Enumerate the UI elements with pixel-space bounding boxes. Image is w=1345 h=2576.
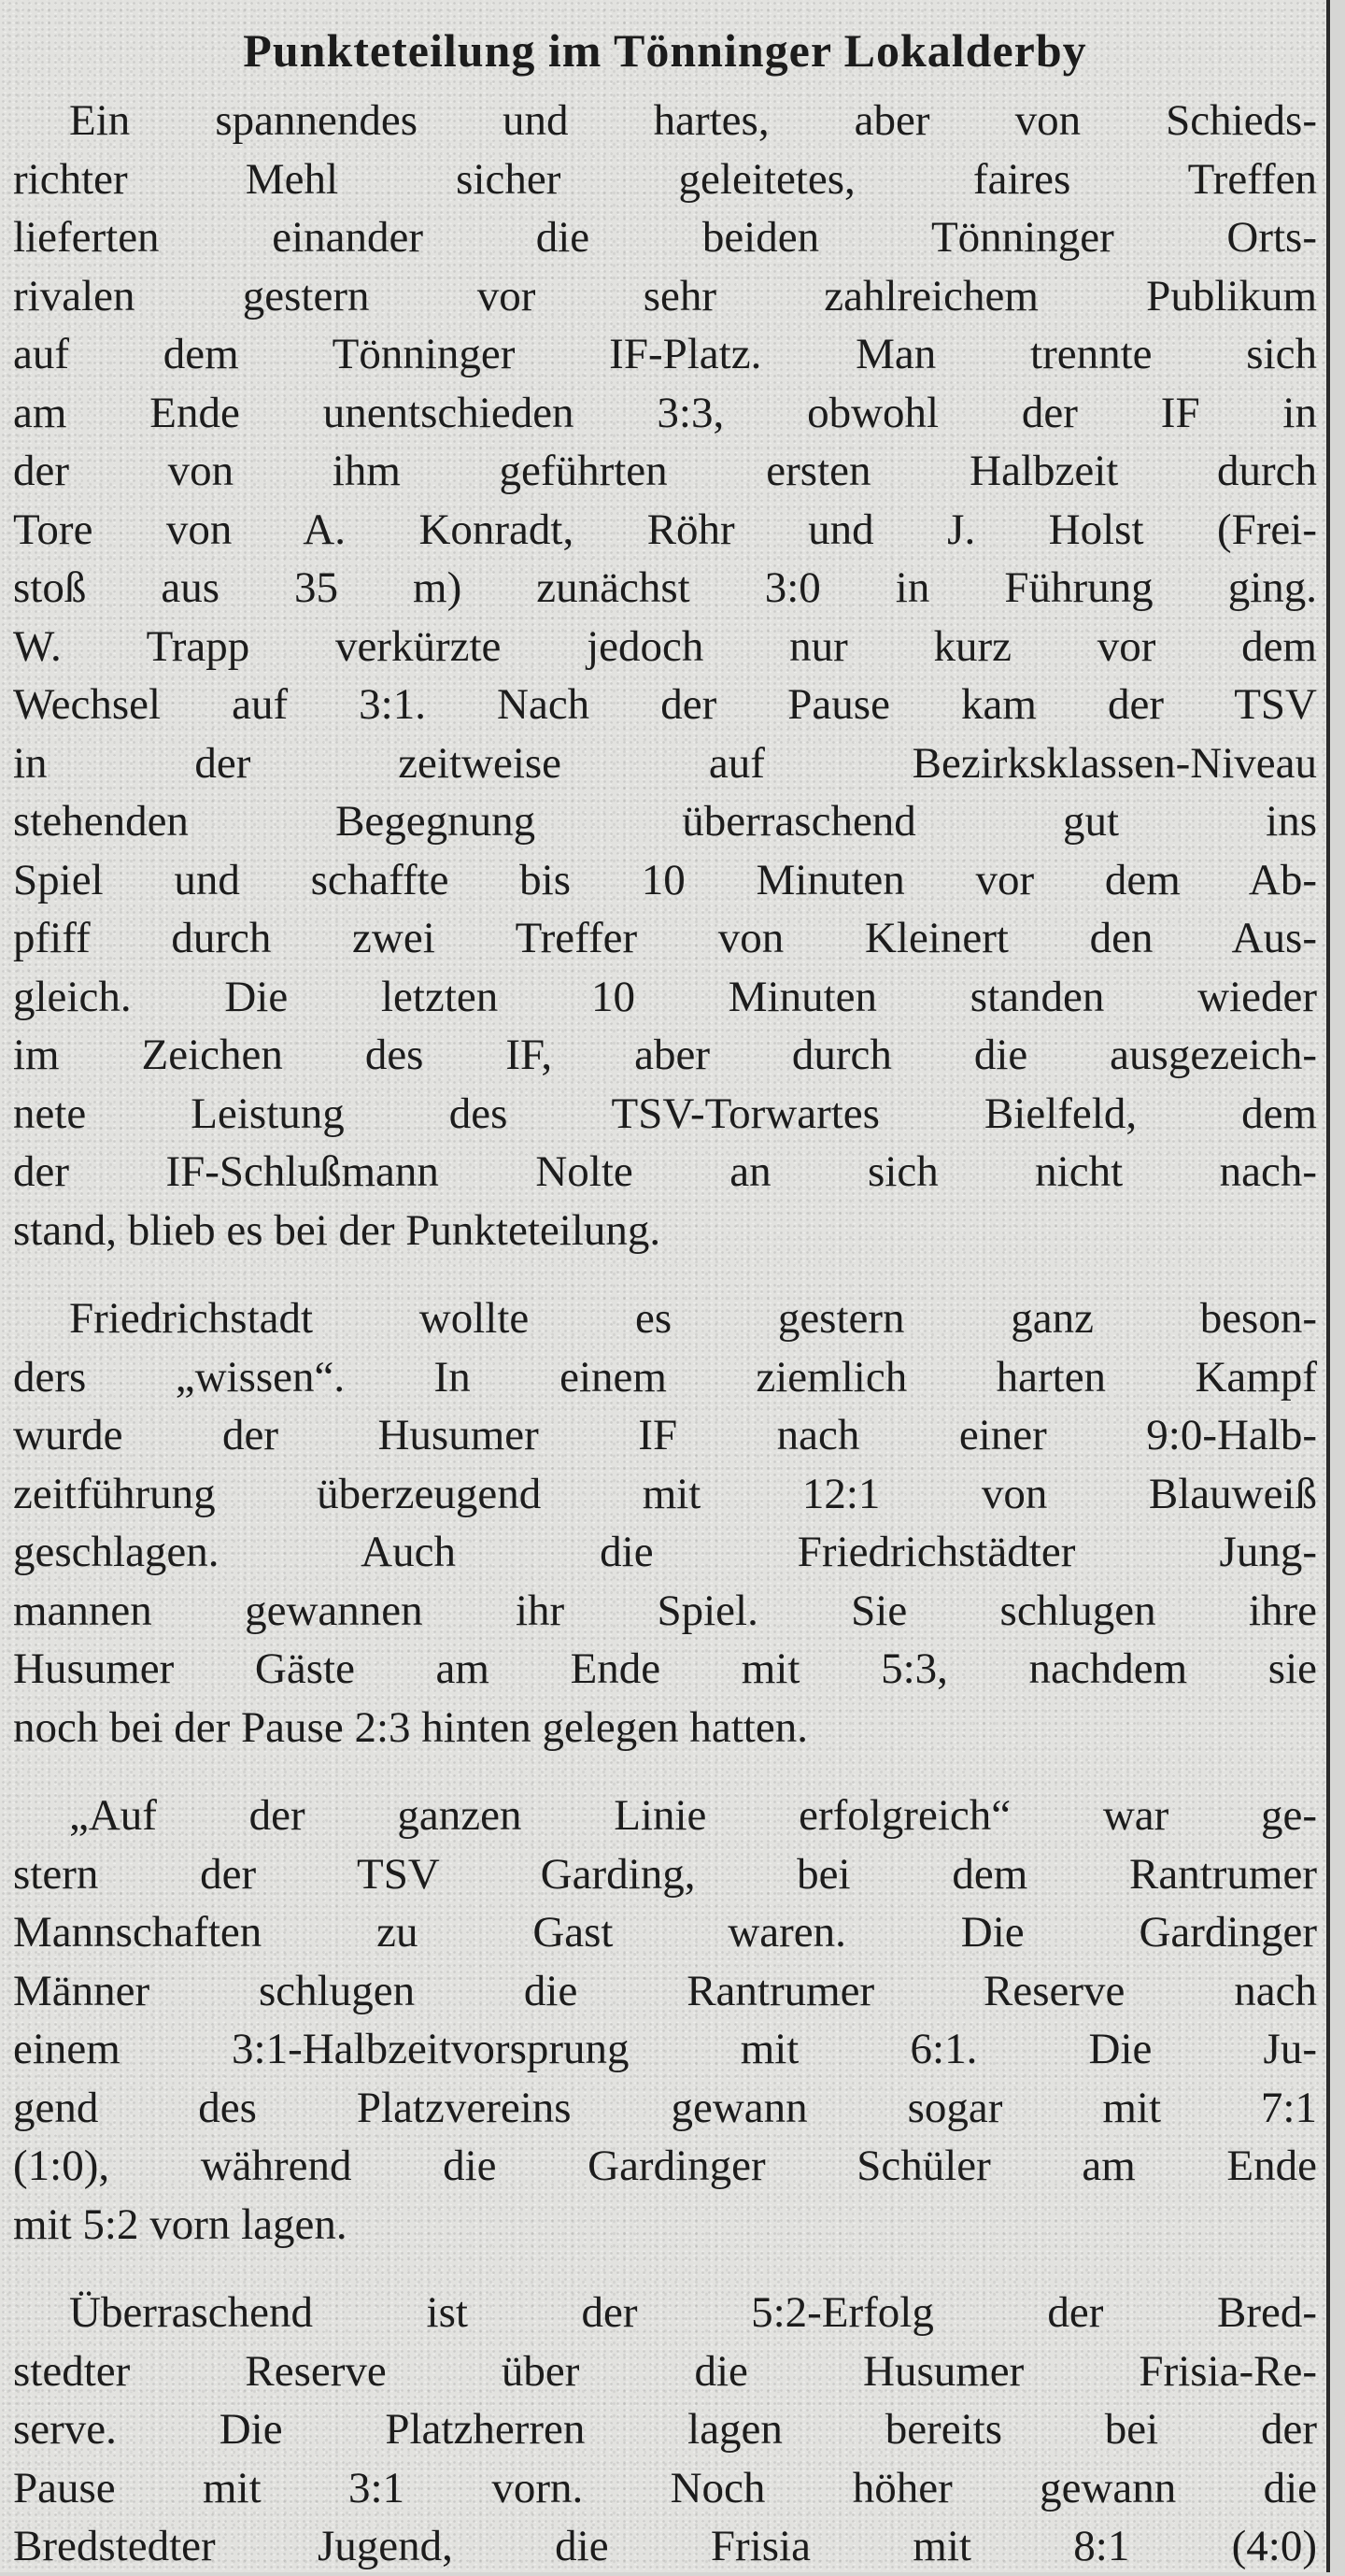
text-line: pfiff durch zwei Treffer von Kleinert den Aus- xyxy=(13,914,1317,962)
text-line: der von ihm geführten ersten Halbzeit durch xyxy=(13,447,1317,495)
text-line: zeitführung überzeugend mit 12:1 von Blauweiß xyxy=(13,1469,1317,1518)
text-line: im Zeichen des IF, aber durch die ausgezeich- xyxy=(13,1031,1317,1079)
text-line: Ein spannendes und hartes, aber von Schieds- xyxy=(69,96,1317,145)
text-line: Überraschend ist der 5:2-Erfolg der Bred- xyxy=(69,2288,1317,2337)
text-line: am Ende unentschieden 3:3, obwohl der IF in xyxy=(13,388,1317,437)
text-line: ders „wissen“. In einem ziemlich harten Kampf xyxy=(13,1352,1317,1402)
text-line: auf dem Tönninger IF-Platz. Man trennte sich xyxy=(13,330,1317,378)
text-line: Friedrichstadt wollte es gestern ganz beson- xyxy=(69,1294,1317,1343)
text-line: Husumer Gäste am Ende mit 5:3, nachdem sie xyxy=(13,1644,1317,1693)
text-line: stedter Reserve über die Husumer Frisia-Re- xyxy=(13,2346,1317,2396)
text-line: der IF-Schlußmann Nolte an sich nicht nach- xyxy=(13,1147,1317,1196)
text-line: rivalen gestern vor sehr zahlreichem Publikum xyxy=(13,271,1317,320)
text-line: stoß aus 35 m) zunächst 3:0 in Führung ging. xyxy=(13,563,1317,612)
text-line: einem 3:1-Halbzeitvorsprung mit 6:1. Die Ju- xyxy=(13,2025,1317,2073)
text-line: nete Leistung des TSV-Torwartes Bielfeld, dem xyxy=(13,1089,1317,1138)
text-line: in der zeitweise auf Bezirksklassen-Niveau xyxy=(13,738,1317,788)
text-line: (1:0), während die Gardinger Schüler am Ende xyxy=(13,2142,1317,2190)
text-line: Tore von A. Konradt, Röhr und J. Holst (Frei- xyxy=(13,505,1317,554)
text-line: Männer schlugen die Rantrumer Reserve nach xyxy=(13,1966,1317,2015)
article-headline: Punkteteilung im Tönninger Lokalderby xyxy=(243,24,1087,77)
text-line: stand, blieb es bei der Punkteteilung. xyxy=(13,1205,661,1255)
text-line: Bredstedter Jugend, die Frisia mit 8:1 (4:0) xyxy=(13,2522,1317,2570)
text-line: „Auf der ganzen Linie erfolgreich“ war ge- xyxy=(69,1791,1317,1840)
text-line: Pause mit 3:1 vorn. Noch höher gewann die xyxy=(13,2463,1317,2512)
text-line: gleich. Die letzten 10 Minuten standen wieder xyxy=(13,972,1317,1021)
text-line: mit 5:2 vorn lagen. xyxy=(13,2199,347,2249)
text-line: gend des Platzvereins gewann sogar mit 7:1 xyxy=(13,2083,1317,2132)
article-paragraph-4 xyxy=(13,2284,1317,2576)
text-line: Mannschaften zu Gast waren. Die Gardinger xyxy=(13,1908,1317,1957)
article-paragraph-3 xyxy=(13,1786,1317,2254)
text-line: geschlagen. Auch die Friedrichstädter Jung- xyxy=(13,1528,1317,1576)
text-line: richter Mehl sicher geleitetes, faires Treffen xyxy=(13,154,1317,204)
text-line: wurde der Husumer IF nach einer 9:0-Halb- xyxy=(13,1411,1317,1459)
text-line: noch bei der Pause 2:3 hinten gelegen hatten. xyxy=(13,1702,808,1752)
text-line: lieferten einander die beiden Tönninger Orts- xyxy=(13,213,1317,262)
text-line: serve. Die Platzherren lagen bereits bei der xyxy=(13,2405,1317,2454)
text-line: Wechsel auf 3:1. Nach der Pause kam der TSV xyxy=(13,680,1317,729)
text-line: mannen gewannen ihr Spiel. Sie schlugen ihre xyxy=(13,1586,1317,1635)
text-line: stern der TSV Garding, bei dem Rantrumer xyxy=(13,1849,1317,1899)
article-paragraph-1 xyxy=(13,92,1317,1260)
text-line: W. Trapp verkürzte jedoch nur kurz vor dem xyxy=(13,621,1317,671)
text-line: stehenden Begegnung überraschend gut ins xyxy=(13,797,1317,846)
column-rule xyxy=(1326,0,1330,2572)
text-line: Spiel und schaffte bis 10 Minuten vor dem Ab- xyxy=(13,855,1317,904)
article-paragraph-2 xyxy=(13,1289,1317,1757)
